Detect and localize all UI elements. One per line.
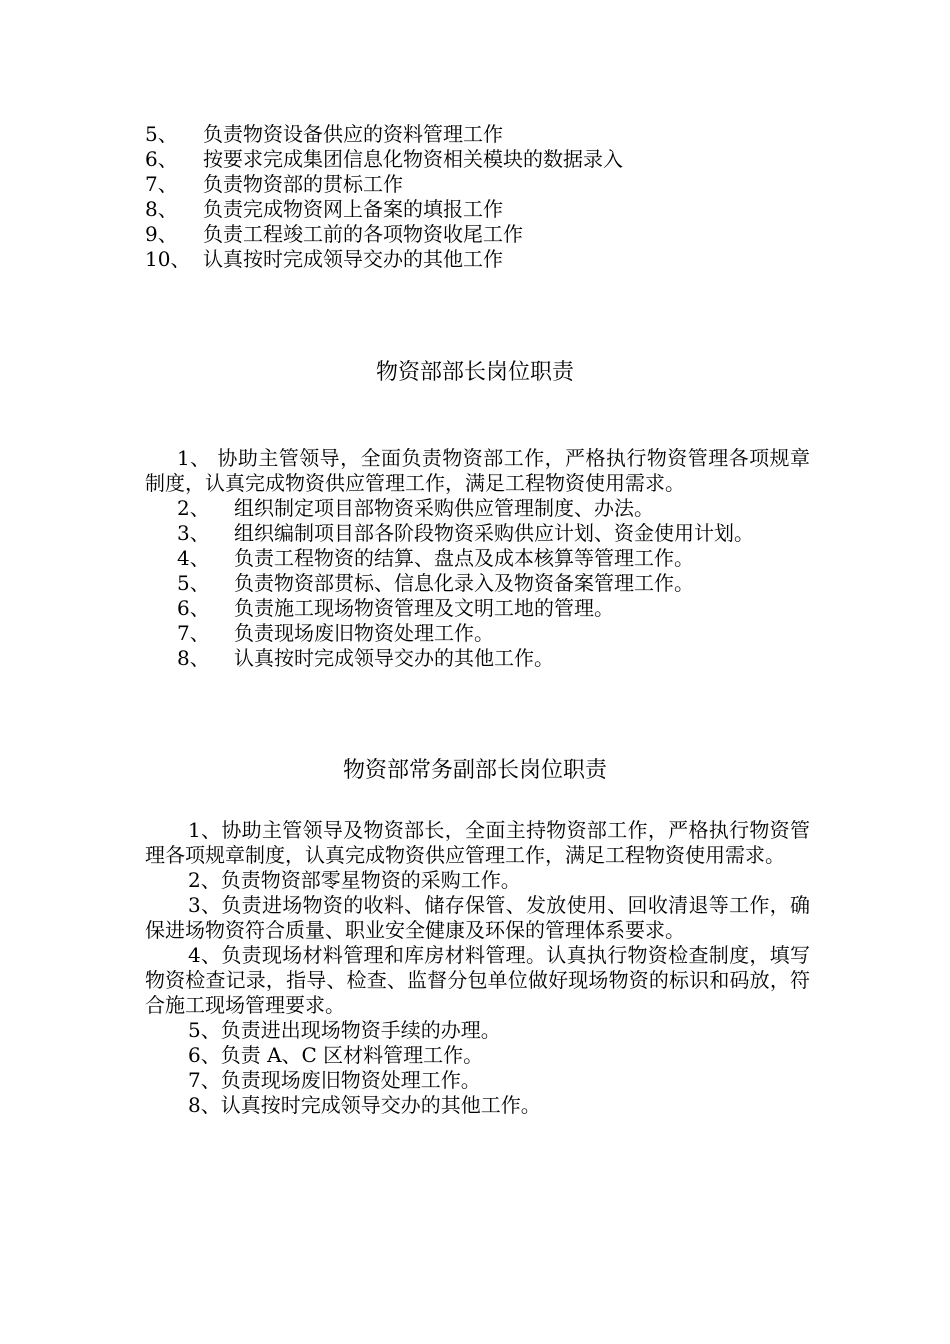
item-number: 7、 [177,621,210,645]
item-text: 按要求完成集团信息化物资相关模块的数据录入 [203,147,623,171]
item-text: 组织编制项目部各阶段物资采购供应计划、资金使用计划。 [234,521,754,545]
item-number: 9、 [145,222,178,246]
item-number: 5、 [177,571,210,595]
item-text: 认真按时完成领导交办的其他工作 [203,247,503,271]
continued-duty-list [145,122,845,272]
duty-paragraph: 6、负责 A、C 区材料管理工作。 [188,1043,484,1067]
item-text: 负责物资部的贯标工作 [203,172,403,196]
duty-paragraph: 1、协助主管领导及物资部长，全面主持物资部工作，严格执行物资管理各项规章制度，认真完成物资供应管理工作，满足工程物资使用需求。 [145,818,810,867]
item-text: 负责物资部贯标、信息化录入及物资备案管理工作。 [234,571,694,595]
list-item [145,521,810,546]
duty-paragraph: 3、负责进场物资的收料、储存保管、发放使用、回收清退等工作，确保进场物资符合质量、职业安全健康及环保的管理体系要求。 [145,893,810,942]
duty-paragraph: 7、负责现场废旧物资处理工作。 [188,1068,481,1092]
director-duties [145,446,810,671]
item-text: 组织制定项目部物资采购供应管理制度、办法。 [234,496,654,520]
item-text: 负责完成物资网上备案的填报工作 [203,197,503,221]
list-item [145,496,810,521]
item-number: 8、 [145,197,178,221]
list-item [145,571,810,596]
duty-paragraph: 8、认真按时完成领导交办的其他工作。 [188,1093,541,1117]
item-text: 负责施工现场物资管理及文明工地的管理。 [234,596,614,620]
list-item [145,222,845,247]
item-number: 3、 [177,521,210,545]
list-item [145,546,810,571]
section-title-director: 物资部部长岗位职责 [375,360,574,385]
list-item [145,621,810,646]
duty-paragraph: 4、负责现场材料管理和库房材料管理。认真执行物资检查制度，填写物资检查记录，指导、检查、监督分包单位做好现场物资的标识和码放，符合施工现场管理要求。 [145,943,810,1017]
item-text: 认真按时完成领导交办的其他工作。 [234,646,554,670]
duty-paragraph: 2、负责物资部零星物资的采购工作。 [188,868,521,892]
duty-paragraph: 5、负责进出现场物资手续的办理。 [188,1018,501,1042]
item-number: 6、 [177,596,210,620]
list-item [145,122,845,147]
section-title-deputy: 物资部常务副部长岗位职责 [342,758,607,783]
item-text: 负责工程竣工前的各项物资收尾工作 [203,222,523,246]
item-number: 10、 [145,247,191,271]
deputy-duties [145,818,810,1118]
item-text: 负责物资设备供应的资料管理工作 [203,122,503,146]
item-number: 4、 [177,546,210,570]
item-text: 负责工程物资的结算、盘点及成本核算等管理工作。 [234,546,694,570]
item-number: 2、 [177,496,210,520]
item-number: 8、 [177,646,210,670]
list-item [145,646,810,671]
duty-paragraph: 1、 协助主管领导，全面负责物资部工作，严格执行物资管理各项规章制度，认真完成物资供应管理工作，满足工程物资使用需求。 [145,446,810,495]
list-item [145,172,845,197]
item-number: 7、 [145,172,178,196]
item-number: 5、 [145,122,178,146]
list-item [145,197,845,222]
list-item [145,596,810,621]
list-item [145,247,845,272]
list-item [145,147,845,172]
item-text: 负责现场废旧物资处理工作。 [234,621,494,645]
item-number: 6、 [145,147,178,171]
